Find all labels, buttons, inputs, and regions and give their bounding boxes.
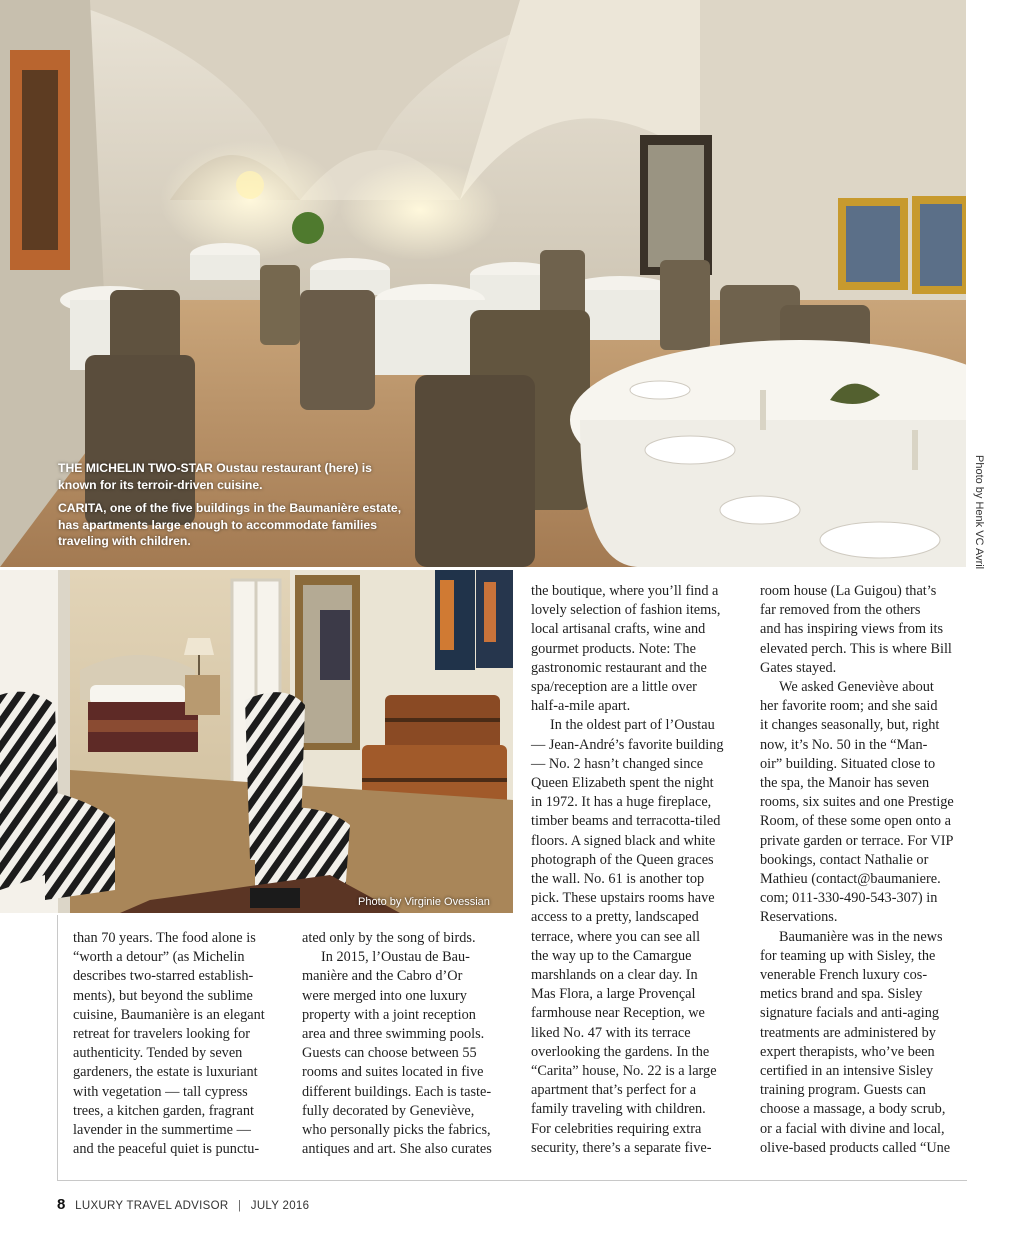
column-line: bookings, contact Nathalie or [760, 851, 929, 868]
column-line: manière and the Cabro d’Or [302, 968, 463, 985]
column-line: in 1972. It has a huge fireplace, [531, 794, 712, 811]
issue-date: JULY 2016 [250, 1200, 310, 1212]
column-line: — No. 2 hasn’t changed since [531, 755, 704, 772]
column-line: In 2015, l’Oustau de Bau- [321, 949, 470, 966]
column-line: rooms, six suites and one Prestige [760, 794, 954, 811]
column-line: photograph of the Queen graces [531, 851, 714, 868]
column-line: the boutique, where you’ll find a [531, 583, 719, 599]
column-line: gourmet products. Note: The [531, 640, 696, 657]
column-line: were merged into one luxury [302, 987, 467, 1004]
column-line: room house (La Guigou) that’s [760, 583, 937, 599]
column-line: private garden or terrace. For VIP [760, 832, 954, 849]
column-line: floors. A signed black and white [531, 832, 716, 849]
footer-divider [57, 1180, 967, 1181]
column-line: lavender in the summertime — [73, 1122, 251, 1139]
column-line: venerable French luxury cos- [760, 967, 928, 984]
top-photo-credit: Photo by Henk VC Avril [973, 455, 985, 570]
column-line: Mathieu (contact@baumaniere. [760, 871, 941, 888]
column-line: who personally picks the fabrics, [302, 1122, 491, 1139]
column-line: terrace, where you can see all [531, 928, 701, 945]
column-line: com; 011-330-490-543-307) in [760, 890, 938, 907]
column-line: it changes seasonally, but, right [760, 717, 940, 734]
column-line: family traveling with children. [531, 1101, 706, 1118]
column-line: half-a-mile apart. [531, 698, 631, 715]
column-line: overlooking the gardens. In the [531, 1043, 710, 1060]
column-line: access to a pretty, landscaped [531, 909, 699, 926]
column-line: gardeners, the estate is luxuriant [73, 1064, 258, 1081]
column-divider-left [57, 915, 58, 1180]
column-line: far removed from the others [760, 602, 921, 619]
column-line: describes two-starred establish- [73, 968, 254, 985]
column-line: “worth a detour” (as Michelin [73, 949, 245, 966]
column-line: for teaming up with Sisley, the [760, 947, 936, 964]
column-line: or a facial with divine and local, [760, 1120, 945, 1137]
column-line: training program. Guests can [760, 1082, 926, 1099]
column-line: signature facials and anti-aging [760, 1005, 940, 1022]
column-line: gastronomic restaurant and the [531, 659, 707, 676]
column-line: Guests can choose between 55 [302, 1045, 477, 1062]
column-line: Mas Flora, a large Provençal [531, 986, 696, 1003]
column-line: and has inspiring views from its [760, 621, 944, 638]
column-line: the way up to the Camargue [531, 947, 692, 964]
column-line: local artisanal crafts, wine and [531, 621, 706, 638]
column-line: security, there’s a separate five- [531, 1139, 712, 1156]
column-line: farmhouse near Reception, we [531, 1005, 705, 1022]
publication-name: LUXURY TRAVEL ADVISOR [75, 1200, 229, 1212]
column-line: Baumanière was in the news [779, 928, 943, 945]
column-line: pick. These upstairs rooms have [531, 890, 715, 907]
column-line: Gates stayed. [760, 659, 837, 676]
page-number: 8 [57, 1196, 66, 1213]
column-line: We asked Geneviève about [779, 679, 934, 696]
column-line: treatments are administered by [760, 1024, 936, 1041]
column-line: choose a massage, a body scrub, [760, 1101, 946, 1118]
column-line: For celebrities requiring extra [531, 1120, 702, 1137]
column-line: area and three swimming pools. [302, 1026, 485, 1043]
top-photo-captions [58, 460, 408, 557]
column-line: than 70 years. The food alone is [73, 930, 256, 946]
column-line: authenticity. Tended by seven [73, 1045, 243, 1062]
column-line: antiques and art. She also curates [302, 1141, 492, 1158]
column-line: liked No. 47 with its terrace [531, 1024, 691, 1041]
page-footer [57, 1196, 309, 1213]
column-line: timber beams and terracotta-tiled [531, 813, 721, 830]
column-line: different buildings. Each is taste- [302, 1083, 492, 1100]
article-column-4 [760, 582, 975, 1158]
carita-room-photo [0, 570, 513, 913]
column-line: apartment that’s perfect for a [531, 1082, 697, 1099]
column-line: marshlands on a clear day. In [531, 967, 698, 984]
column-line: olive-based products called “Une [760, 1139, 951, 1156]
footer-separator: | [237, 1200, 242, 1212]
column-line: metics brand and spa. Sisley [760, 986, 923, 1003]
column-line: rooms and suites located in five [302, 1064, 484, 1081]
column-line: retreat for travelers looking for [73, 1026, 251, 1043]
column-line: lovely selection of fashion items, [531, 602, 721, 619]
column-line: and the peaceful quiet is punctu- [73, 1141, 260, 1158]
article-column-3 [531, 582, 741, 1158]
column-line: now, it’s No. 50 in the “Man- [760, 736, 928, 753]
caption-carita: CARITA, one of the five buildings in the Baumanière estate, has apartments large enough to accommodate families traveling with children. [58, 501, 402, 548]
column-line: property with a joint reception [302, 1006, 476, 1023]
column-line: certified in an intensive Sisley [760, 1063, 934, 1080]
column-line: cuisine, Baumanière is an elegant [73, 1006, 265, 1023]
article-column-1 [73, 929, 278, 1159]
column-line: — Jean-André’s favorite building [531, 736, 724, 753]
column-line: the spa, the Manoir has seven [760, 775, 930, 792]
column-line: elevated perch. This is where Bill [760, 640, 952, 657]
column-line: ments), but beyond the sublime [73, 987, 253, 1004]
column-line: “Carita” house, No. 22 is a large [531, 1063, 717, 1080]
column-line: her favorite room; and she said [760, 698, 938, 715]
article-column-2 [302, 929, 512, 1159]
column-line: expert therapists, who’ve been [760, 1043, 935, 1060]
column-line: trees, a kitchen garden, fragrant [73, 1102, 255, 1119]
column-line: with vegetation — tall cypress [73, 1083, 248, 1100]
column-line: Reservations. [760, 909, 838, 926]
column-line: oir” building. Situated close to [760, 755, 936, 772]
column-line: ated only by the song of birds. [302, 930, 476, 946]
column-line: spa/reception are a little over [531, 679, 697, 696]
column-line: the wall. No. 61 is another top [531, 871, 705, 888]
column-line: Queen Elizabeth spent the night [531, 775, 714, 792]
room-photo-credit: Photo by Virginie Ovessian [358, 896, 490, 908]
column-line: Room, of these some open onto a [760, 813, 951, 830]
column-line: fully decorated by Geneviève, [302, 1102, 475, 1119]
caption-restaurant: THE MICHELIN TWO-STAR Oustau restaurant (here) is known for its terroir-driven cuisine. [58, 461, 372, 492]
column-line: In the oldest part of l’Oustau [550, 717, 715, 734]
